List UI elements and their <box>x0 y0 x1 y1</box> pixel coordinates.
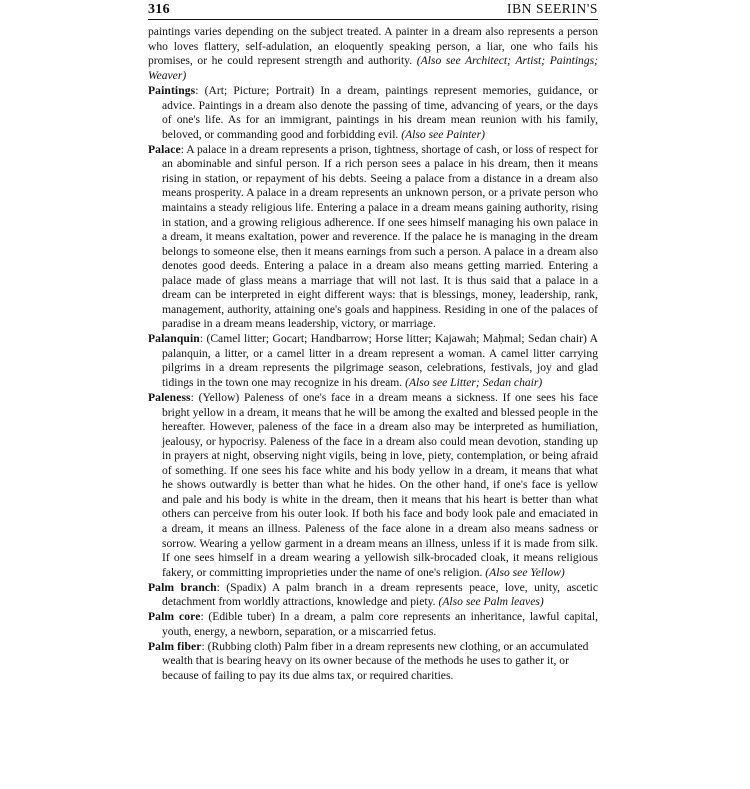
page-number: 316 <box>148 2 170 17</box>
entry-definition: : (Spadix) A palm branch in a dream represents peace, love, unity, ascetic detachment from worldly attractions, knowledge and piety. <box>162 580 598 609</box>
dictionary-entry-paleness <box>148 391 598 580</box>
entry-headword: Paleness <box>148 391 191 405</box>
entry-cross-reference: (Also see Painter) <box>401 127 485 141</box>
entry-definition: : (Camel litter; Gocart; Handbarrow; Horse litter; Kajawah; Maḥmal; Sedan chair) A palanquin, a litter, or a camel litter in a dream represent a woman. A camel litter carrying pilgrims in a dream represents the pilgrimage season, celebrations, festivals, joy and glad tidings in the town one may recognize in his dream. <box>162 332 598 390</box>
dictionary-entry-painter-continued <box>148 25 598 83</box>
entry-headword: Palm core <box>148 610 201 624</box>
dictionary-entry-paintings <box>148 84 598 142</box>
running-head <box>148 2 598 18</box>
entry-definition: paintings varies depending on the subject treated. A painter in a dream also represents a person who loves flattery, self-adulation, an eloquently speaking person, a liar, one who fails his promises, or he could represent strength and authority. <box>148 25 598 68</box>
entry-headword: Palace <box>148 142 181 156</box>
dictionary-entry-palace <box>148 143 598 332</box>
page-content-column <box>148 2 598 684</box>
entry-headword: Palm fiber <box>148 639 202 653</box>
entry-headword: Palm branch <box>148 580 217 594</box>
entry-cross-reference: (Also see Litter; Sedan chair) <box>405 376 543 390</box>
entry-headword: Palanquin <box>148 332 200 346</box>
dictionary-entry-palm-core <box>148 610 598 639</box>
entry-definition: : A palace in a dream represents a prison, tightness, shortage of cash, or loss of respect for an abominable and sinful person. If a rich person sees a palace in his dream, then it means rising in station, or repayment of his debts. Seeing a palace from a distance in a dream also means prosperity. A palace in a dream represents an unknown person, or a private person who maintains a steady religious life. Entering a palace in a dream means gaining authority, rising in station, and a growing religious adherence. If one sees himself managing his own palace in a dream, it means exaltation, power and reverence. If the palace he is managing in the dream belongs to someone else, then it means earnings from such a person. A palace in a dream also denotes good deeds. Entering a palace in a dream also means getting married. Entering a palace made of glass means a marriage that will not last. It is thus said that a palace in a dream can be interpreted in eight different ways: that is blessings, money, leadership, rank, management, authority, attaining one's goals and happiness. Residing in one of the palaces of paradise in a dream means leadership, victory, or marriage. <box>162 142 598 331</box>
entry-definition: : (Yellow) Paleness of one's face in a dream means a sickness. If one sees his face bright yellow in a dream, it means that he will be among the exalted and blessed people in the hereafter. However, paleness of the face in a dream also may be interpreted as humiliation, jealousy, or hypocrisy. Paleness of the face in a dream also could mean devotion, standing up in prayers at night, observing night vigils, being in love, piety, contemplation, or being afraid of something. If one sees his face white and his body yellow in a dream, it means that what he shows outwardly is better than what he hides. On the other hand, if one's face is yellow and pale and his body is white in the dream, then it means that his heart is better than what others can perceive from his outer look. If both his face and body look pale and emaciated in a dream, it means an illness. Paleness of the face alone in a dream also means sadness or sorrow. Wearing a yellow garment in a dream means an illness, unless if it is made from silk. If one sees himself in a dream wearing a yellowish silk-brocaded cloak, it means religious fakery, or committing improprieties under the name of one's religion. <box>162 391 598 579</box>
dictionary-entry-palanquin <box>148 332 598 390</box>
entry-definition: : (Edible tuber) In a dream, a palm core represents an inheritance, lawful capital, youth, energy, a newborn, separation, or a miscarried fetus. <box>162 610 599 638</box>
entry-cross-reference: (Also see Palm leaves) <box>438 595 544 609</box>
entry-headword: Paintings <box>148 84 196 98</box>
entry-cross-reference: (Also see Yellow) <box>485 565 565 579</box>
entry-definition: : (Art; Picture; Portrait) In a dream, paintings represent memories, guidance, or advice. Paintings in a dream also denote the passing of time, advancing of years, or the days of one's life. As for an immigrant, paintings in his dream mean reunion with his family, beloved, or commanding good and forbidding evil. <box>162 84 598 141</box>
dictionary-entry-palm-fiber <box>148 640 598 684</box>
dictionary-entry-palm-branch <box>148 581 598 610</box>
entry-definition: : (Rubbing cloth) Palm fiber in a dream represents new clothing, or an accumulated wealth that is bearing heavy on its owner because of the methods he uses to gather it, or because of failing to pay its due alms tax, or required charities. <box>162 639 589 682</box>
book-title: IBN SEERIN'S <box>506 1 598 16</box>
entry-cross-reference: (Also see Architect; Artist; Paintings; Weaver) <box>148 54 599 83</box>
header-rule <box>148 19 598 20</box>
entry-list <box>148 25 598 683</box>
